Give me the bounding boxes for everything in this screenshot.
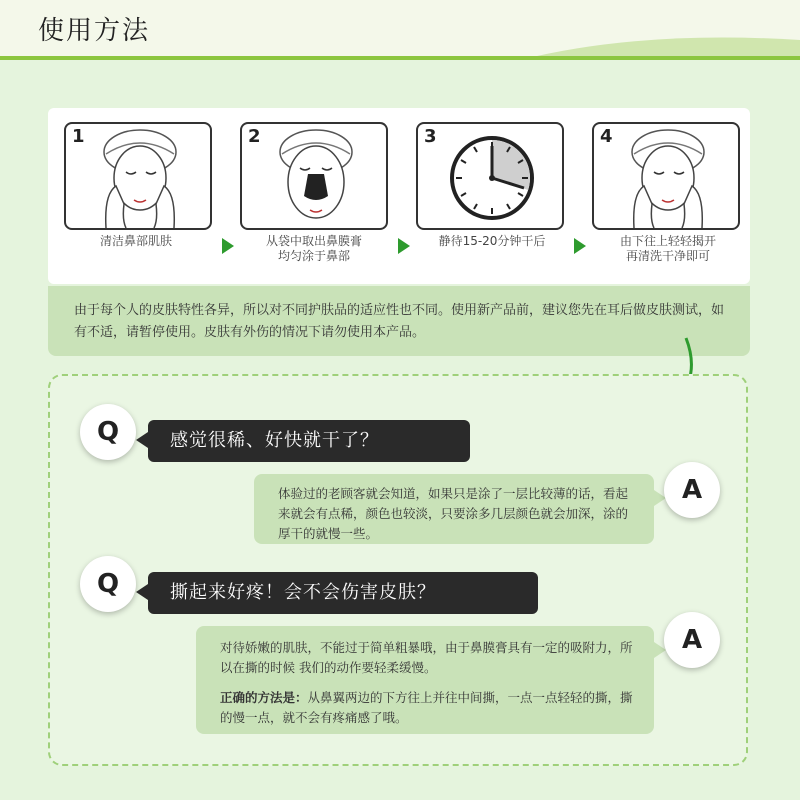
step-3-image bbox=[416, 122, 564, 230]
step-4-number: 4 bbox=[600, 126, 613, 147]
question-1-badge: Q bbox=[80, 404, 136, 460]
clock-icon bbox=[418, 124, 562, 228]
question-2-badge: Q bbox=[80, 556, 136, 612]
nose-mask-icon bbox=[242, 124, 386, 228]
steps-card bbox=[48, 108, 750, 284]
step-2-number: 2 bbox=[248, 126, 261, 147]
step-arrow-3 bbox=[574, 238, 586, 254]
step-4-image bbox=[592, 122, 740, 230]
question-1-bubble: 感觉很稀、好快就干了？ bbox=[148, 420, 470, 462]
answer-2-bubble bbox=[196, 626, 654, 734]
method-label: 正确的方法是： bbox=[220, 690, 308, 705]
step-1-number: 1 bbox=[72, 126, 85, 147]
step-3-text: 静待15-20分钟干后 bbox=[438, 234, 546, 248]
notice-box bbox=[48, 286, 750, 356]
face-washing-icon bbox=[66, 124, 210, 228]
step-2-text: 从袋中取出鼻膜膏 均匀涂于鼻部 bbox=[265, 234, 362, 263]
question-2-bubble: 撕起来好疼！会不会伤害皮肤？ bbox=[148, 572, 538, 614]
page-title: 使用方法 bbox=[38, 16, 151, 46]
notice-text: 由于每个人的皮肤特性各异，所以对不同护肤品的适应性也不同。使用新产品前，建议您先在耳后做皮肤测试，如有不适，请暂停使用。皮肤有外伤的情况下请勿使用本产品。 bbox=[74, 303, 725, 340]
answer-2-text: 对待娇嫩的肌肤，不能过于简单粗暴哦，由于鼻膜膏具有一定的吸附力，所以在撕的时候 我们的动作要轻柔缓慢。 bbox=[220, 640, 633, 675]
step-4-text: 由下往上轻轻揭开 再清洗干净即可 bbox=[619, 234, 716, 263]
step-1-text: 清洁鼻部肌肤 bbox=[99, 234, 172, 248]
answer-1-text: 体验过的老顾客就会知道，如果只是涂了一层比较薄的话，看起来就会有点稀，颜色也较淡，只要涂多几层颜色就会加深，涂的厚干的就慢一些。 bbox=[278, 486, 629, 541]
answer-2-badge: A bbox=[664, 612, 720, 668]
method-text: 从鼻翼两边的下方往上并往中间撕，一点一点轻轻的撕，撕的慢一点，就不会有疼痛感了哦。 bbox=[220, 690, 633, 725]
face-peeling-icon bbox=[594, 124, 738, 228]
answer-1-badge: A bbox=[664, 462, 720, 518]
step-1-image bbox=[64, 122, 212, 230]
step-arrow-2 bbox=[398, 238, 410, 254]
answer-2-method bbox=[220, 688, 640, 728]
step-2-image bbox=[240, 122, 388, 230]
step-arrow-1 bbox=[222, 238, 234, 254]
answer-1-bubble bbox=[254, 474, 654, 544]
header-bar bbox=[0, 0, 800, 60]
step-3-number: 3 bbox=[424, 126, 437, 147]
